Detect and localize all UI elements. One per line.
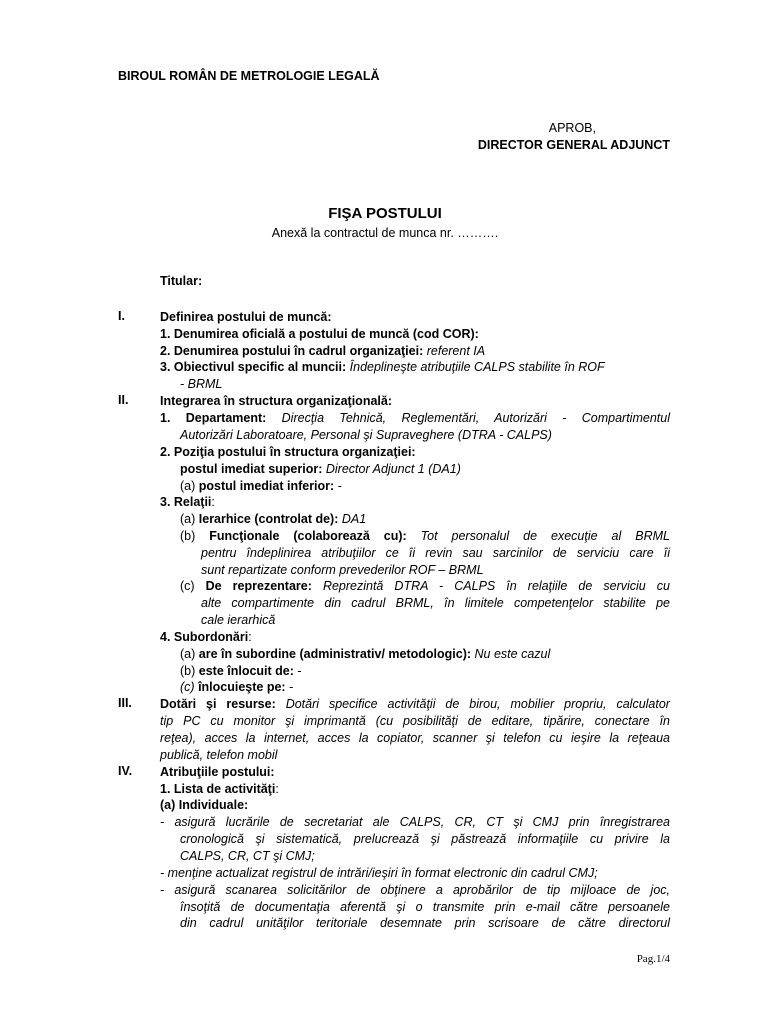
- s2-superior-value: Director Adjunct 1 (DA1): [325, 462, 461, 476]
- s1-item-3: [160, 359, 605, 376]
- s3-line-1: [160, 696, 670, 713]
- s2-inferior-value: -: [337, 479, 342, 493]
- s2-subord-a-label: are în subordine (administrativ/ metodologic):: [198, 647, 472, 661]
- s4-item-1-colon: :: [275, 782, 279, 796]
- s3-line-2: tip PC cu monitor şi imprimantă (cu posibilităţi de editare, tipărire, conectare în: [160, 714, 670, 728]
- approval-label: APROB,: [548, 121, 596, 135]
- s2-relation-a-prefix: (a): [180, 512, 196, 526]
- s4-bullet-1-cont-1: cronologică şi sistematică, prelucrează şi păstrează informaţiile cu privire la: [180, 832, 670, 846]
- s2-item-4-label: 4. Subordonări: [160, 630, 249, 644]
- s2-subord-c-label: înlocuieşte pe:: [198, 680, 286, 694]
- s2-relation-c-label: De reprezentare:: [205, 579, 312, 593]
- s2-item-1-value-cont: Autorizări Laboratoare, Personal şi Supraveghere (DTRA - CALPS): [180, 428, 552, 442]
- section-1-number: I.: [118, 309, 125, 323]
- s4-bullet-3: - asigură scanarea solicitărilor de obţinere a aprobărilor de tip mijloace de joc,: [160, 883, 670, 897]
- s2-subord-c-value: -: [289, 680, 294, 694]
- s1-item-3-label: 3. Obiectivul specific al muncii:: [160, 360, 347, 374]
- s2-relation-b-cont-2: sunt repartizate conform prevederilor ROF – BRML: [201, 563, 484, 577]
- s1-item-3-value-cont: - BRML: [180, 377, 223, 391]
- s2-item-3: [160, 494, 215, 511]
- s4-bullet-2: - menţine actualizat registrul de intrări/ieşiri în format electronic din cadrul CMJ;: [160, 866, 598, 880]
- s2-relation-b: [180, 528, 670, 545]
- s2-relation-b-prefix: (b): [180, 529, 196, 543]
- s4-individual-label: (a) Individuale:: [160, 798, 249, 812]
- s2-relation-b-value: Tot personalul de execuţie al BRML: [420, 529, 670, 543]
- s1-item-2-label: 2. Denumirea postului în cadrul organizaţiei:: [160, 344, 424, 358]
- section-2-title: Integrarea în structura organizaţională:: [160, 394, 392, 408]
- s2-relation-b-label: Funcţionale (colaborează cu):: [209, 529, 407, 543]
- s2-relation-a-value: DA1: [341, 512, 367, 526]
- s2-item-3-colon: :: [211, 495, 215, 509]
- s2-relation-c-prefix: (c): [180, 579, 195, 593]
- s2-superior-label: postul imediat superior:: [180, 462, 323, 476]
- s2-subord-c: [180, 679, 293, 696]
- s2-subord-c-prefix: (c): [180, 680, 195, 694]
- s4-bullet-3-cont-1: însoţită de documentaţia aferentă şi o transmite prin e-mail către persoanele: [180, 900, 670, 914]
- s4-bullet-1: - asigură lucrările de secretariat ale CALPS, CR, CT şi CMJ prin înregistrarea: [160, 815, 670, 829]
- section-1-title: Definirea postului de muncă:: [160, 310, 332, 324]
- s2-inferior-label: postul imediat inferior:: [198, 479, 335, 493]
- document-title: FIŞA POSTULUI: [328, 205, 442, 222]
- s2-inferior-prefix: (a): [180, 479, 196, 493]
- s2-item-4-colon: :: [248, 630, 252, 644]
- titular-label: Titular:: [160, 274, 203, 288]
- s1-item-3-value: Îndeplineşte atribuţiile CALPS stabilite în ROF: [349, 360, 605, 374]
- s2-relation-c-value: Reprezintă DTRA - CALPS în relaţiile de serviciu cu: [322, 579, 671, 593]
- organization-name: BIROUL ROMÂN DE METROLOGIE LEGALĂ: [118, 69, 380, 83]
- s2-item-1-value: Direcţia Tehnică, Reglementări, Autorizări - Compartimentul: [281, 411, 670, 425]
- section-3-number: III.: [118, 696, 132, 710]
- s4-bullet-3-cont-2: din cadrul unităţilor teritoriale desemnate prin scrisoare de către directorul: [180, 916, 670, 930]
- document-subtitle: Anexă la contractul de munca nr. ……….: [271, 226, 499, 240]
- s1-item-2: [160, 343, 485, 360]
- s2-item-4: [160, 629, 252, 646]
- s4-item-1-label: 1. Lista de activităţi: [160, 782, 276, 796]
- s2-inferior: [180, 478, 342, 495]
- s2-item-3-label: 3. Relaţii: [160, 495, 212, 509]
- s4-bullet-1-cont-2: CALPS, CR, CT şi CMJ;: [180, 849, 315, 863]
- section-4-title: Atribuţiile postului:: [160, 765, 275, 779]
- s2-relation-a: [180, 511, 366, 528]
- s2-relation-c: [180, 578, 670, 595]
- s2-item-2: 2. Poziţia postului în structura organizaţiei:: [160, 445, 416, 459]
- s2-subord-a-value: Nu este cazul: [474, 647, 551, 661]
- s2-relation-c-cont-1: alte compartimente din cadrul BRML, în limitele competenţelor stabilite pe: [201, 596, 670, 610]
- s4-item-1: [160, 781, 279, 798]
- s2-subord-b-label: este înlocuit de:: [198, 664, 294, 678]
- s2-subord-b-value: -: [297, 664, 302, 678]
- section-4-number: IV.: [118, 764, 133, 778]
- s1-item-1: 1. Denumirea oficială a postului de muncă (cod COR):: [160, 327, 479, 341]
- s2-relation-c-cont-2: cale ierarhică: [201, 613, 276, 627]
- s2-subord-b: [180, 663, 302, 680]
- s2-relation-b-cont-1: pentru îndeplinirea atribuţiilor ce îi revin sau sarcinilor de serviciu care îi: [201, 546, 670, 560]
- s2-subord-b-prefix: (b): [180, 664, 196, 678]
- page-number: Pag.1/4: [636, 953, 670, 965]
- s2-item-1: [160, 410, 670, 427]
- s2-relation-a-label: Ierarhice (controlat de):: [198, 512, 339, 526]
- s3-line-3: reţea), acces la internet, acces la copiator, scanner şi telefon cu ieşire la reţeaua: [160, 731, 670, 745]
- section-2-number: II.: [118, 393, 129, 407]
- s3-value-1: Dotări specifice activităţii de birou, mobilier propriu, calculator: [285, 697, 670, 711]
- approver-title: DIRECTOR GENERAL ADJUNCT: [477, 138, 670, 152]
- s1-item-2-value: referent IA: [426, 344, 486, 358]
- s2-superior: [180, 461, 461, 478]
- s3-label: Dotări şi resurse:: [160, 697, 276, 711]
- s2-item-1-label: 1. Departament:: [160, 411, 267, 425]
- s2-subord-a: [180, 646, 550, 663]
- s2-subord-a-prefix: (a): [180, 647, 196, 661]
- s3-line-4: publică, telefon mobil: [160, 748, 278, 762]
